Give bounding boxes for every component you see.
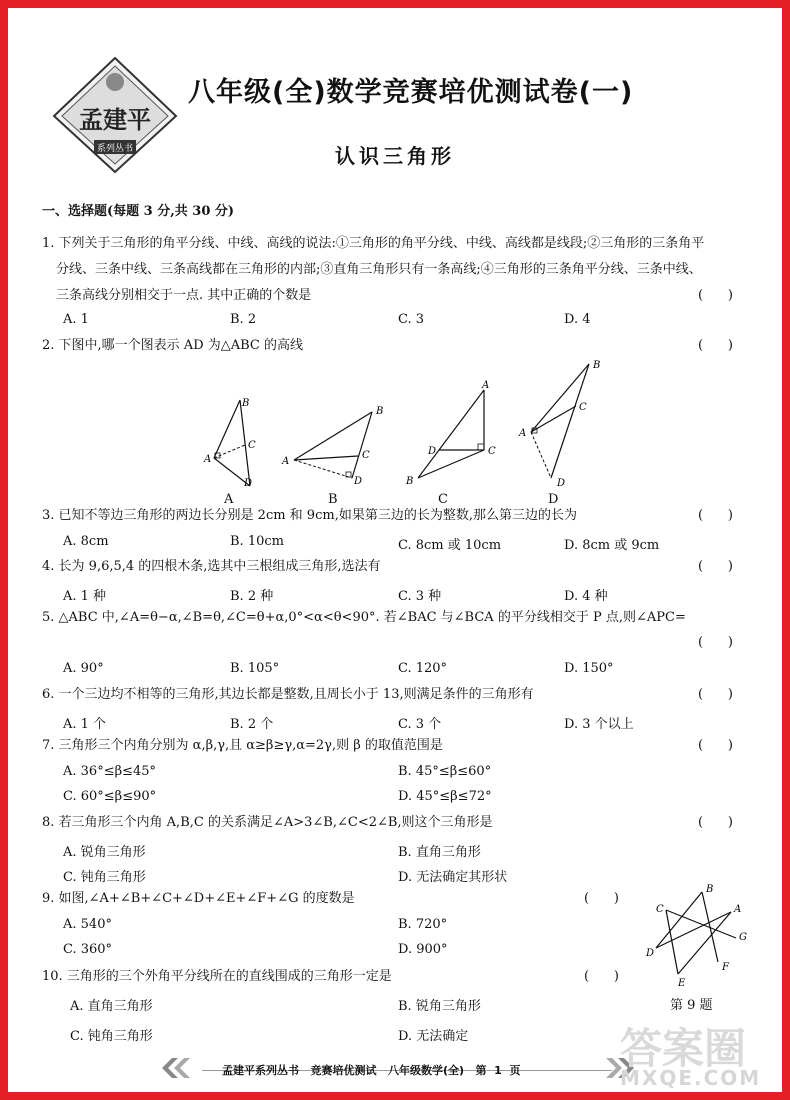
q5-option-c[interactable]: C. 120° (398, 661, 448, 676)
q3-option-d[interactable]: D. 8cm 或 9cm (564, 538, 660, 553)
q7-option-a[interactable]: A. 36°≤β≤45° (63, 764, 157, 779)
q1-option-d[interactable]: D. 4 (564, 312, 591, 327)
q1-option-a[interactable]: A. 1 (63, 312, 89, 327)
q8-option-c[interactable]: C. 钝角三角形 (63, 870, 146, 885)
q7-option-b[interactable]: B. 45°≤β≤60° (398, 764, 492, 779)
q7-option-c[interactable]: C. 60°≤β≤90° (63, 789, 157, 804)
q9-label-b: B (706, 884, 714, 895)
q9-label-g: G (739, 932, 747, 943)
q9-figure-caption: 第 9 题 (670, 998, 713, 1013)
q6-text: 6. 一个三边均不相等的三角形,其边长都是整数,且周长小于 13,则满足条件的三角形有 (42, 687, 534, 702)
watermark-url: MXQE.COM (620, 1066, 762, 1090)
q8-option-b[interactable]: B. 直角三角形 (398, 845, 481, 860)
q2-caption-b: B (328, 492, 338, 507)
footer-text: 孟建平系列丛书 竞赛培优测试 八年级数学(全) 第 1 页 (222, 1064, 521, 1077)
q3-option-c[interactable]: C. 8cm 或 10cm (398, 538, 502, 553)
q9-label-f: F (722, 962, 729, 973)
q3-option-a[interactable]: A. 8cm (63, 534, 109, 549)
chevron-left-icon (158, 1056, 198, 1080)
q6-answer-blank[interactable]: ( ) (698, 687, 733, 702)
q9-option-d[interactable]: D. 900° (398, 942, 448, 957)
q2-figure-b (276, 398, 396, 488)
q2b-label-a: A (282, 456, 290, 467)
q5-option-d[interactable]: D. 150° (564, 661, 614, 676)
logo-emblem-icon (106, 73, 124, 91)
exam-page (8, 8, 782, 1092)
q9-option-c[interactable]: C. 360° (63, 942, 113, 957)
q9-label-e: E (678, 978, 686, 989)
q9-label-a: A (734, 904, 742, 915)
q2a-label-c: C (248, 440, 256, 451)
q8-answer-blank[interactable]: ( ) (698, 815, 733, 830)
q7-option-d[interactable]: D. 45°≤β≤72° (398, 789, 492, 804)
q10-text: 10. 三角形的三个外角平分线所在的直线围成的三角形一定是 (42, 969, 392, 984)
q9-text: 9. 如图,∠A+∠B+∠C+∠D+∠E+∠F+∠G 的度数是 (42, 891, 355, 906)
q6-option-b[interactable]: B. 2 个 (230, 717, 274, 732)
q2b-label-c: C (362, 450, 370, 461)
q9-label-d: D (646, 948, 655, 959)
q2d-label-a: A (519, 428, 527, 439)
q2-figure-a (188, 386, 273, 496)
q1-option-c[interactable]: C. 3 (398, 312, 425, 327)
q8-text: 8. 若三角形三个内角 A,B,C 的关系满足∠A>3∠B,∠C<2∠B,则这个三角形是 (42, 815, 493, 830)
q2-caption-c: C (438, 492, 448, 507)
q4-answer-blank[interactable]: ( ) (698, 559, 733, 574)
q2c-label-d: D (428, 446, 437, 457)
q2-figure-c (398, 378, 508, 490)
q5-option-a[interactable]: A. 90° (63, 661, 104, 676)
q4-option-d[interactable]: D. 4 种 (564, 589, 608, 604)
logo-series: 系列丛书 (96, 144, 134, 154)
q2c-label-c: C (488, 446, 496, 457)
q2c-label-b: B (406, 476, 414, 487)
watermark: 答案圈 (620, 1024, 747, 1073)
q2a-label-b: B (242, 398, 250, 409)
q2-text: 2. 下图中,哪一个图表示 AD 为△ABC 的高线 (42, 338, 304, 353)
q9-answer-blank[interactable]: ( ) (584, 891, 619, 906)
q6-option-a[interactable]: A. 1 个 (63, 717, 107, 732)
q2b-label-d: D (354, 476, 363, 487)
q5-option-b[interactable]: B. 105° (230, 661, 280, 676)
q10-answer-blank[interactable]: ( ) (584, 969, 619, 984)
q1-line1: 1. 下列关于三角形的角平分线、中线、高线的说法:①三角形的角平分线、中线、高线都是线段;②三角形的三条角平 (42, 236, 705, 251)
q10-option-d[interactable]: D. 无法确定 (398, 1029, 469, 1044)
q4-option-b[interactable]: B. 2 种 (230, 589, 274, 604)
q4-option-c[interactable]: C. 3 种 (398, 589, 442, 604)
q5-answer-blank[interactable]: ( ) (698, 635, 733, 650)
logo-brand: 孟建平 (79, 105, 151, 134)
page-title: 八年级(全)数学竞赛培优测试卷(一) (188, 77, 634, 108)
page-subtitle: 认识三角形 (335, 144, 455, 168)
q10-option-a[interactable]: A. 直角三角形 (70, 999, 153, 1014)
q2d-label-b: B (593, 360, 601, 371)
q1-line3: 三条高线分别相交于一点. 其中正确的个数是 (56, 288, 312, 303)
q2a-label-d: D (244, 478, 253, 489)
q3-text: 3. 已知不等边三角形的两边长分别是 2cm 和 9cm,如果第三边的长为整数,那么第三边的长为 (42, 508, 577, 523)
q2-answer-blank[interactable]: ( ) (698, 338, 733, 353)
q2d-label-d: D (557, 478, 566, 489)
q10-option-c[interactable]: C. 钝角三角形 (70, 1029, 153, 1044)
q9-figure (638, 882, 750, 992)
q1-option-b[interactable]: B. 2 (230, 312, 257, 327)
q2b-label-b: B (376, 406, 384, 417)
q2d-label-c: C (579, 402, 587, 413)
q2c-label-a: A (482, 380, 490, 391)
q10-option-b[interactable]: B. 锐角三角形 (398, 999, 481, 1014)
q3-answer-blank[interactable]: ( ) (698, 508, 733, 523)
q9-option-b[interactable]: B. 720° (398, 917, 448, 932)
q6-option-d[interactable]: D. 3 个以上 (564, 717, 634, 732)
q5-text: 5. △ABC 中,∠A=θ−α,∠B=θ,∠C=θ+α,0°<α<θ<90°. 若∠BAC 与∠BCA 的平分线相交于 P 点,则∠APC= (42, 610, 686, 625)
q1-answer-blank[interactable]: ( ) (698, 288, 733, 303)
q7-text: 7. 三角形三个内角分别为 α,β,γ,且 α≥β≥γ,α=2γ,则 β 的取值范围是 (42, 738, 443, 753)
q9-label-c: C (656, 904, 664, 915)
q2-caption-d: D (548, 492, 559, 507)
q2a-label-a: A (204, 454, 212, 465)
q6-option-c[interactable]: C. 3 个 (398, 717, 442, 732)
q2-figure-d (513, 354, 608, 490)
section-heading: 一、选择题(每题 3 分,共 30 分) (42, 204, 235, 219)
q7-answer-blank[interactable]: ( ) (698, 738, 733, 753)
q4-text: 4. 长为 9,6,5,4 的四根木条,选其中三根组成三角形,选法有 (42, 559, 381, 574)
q8-option-a[interactable]: A. 锐角三角形 (63, 845, 146, 860)
q9-option-a[interactable]: A. 540° (63, 917, 112, 932)
q2-caption-a: A (224, 492, 234, 507)
q3-option-b[interactable]: B. 10cm (230, 534, 284, 549)
q1-line2: 分线、三条中线、三条高线都在三角形的内部;③直角三角形只有一条高线;④三角形的三条角平分线、三条中线、 (56, 262, 702, 277)
q4-option-a[interactable]: A. 1 种 (63, 589, 107, 604)
q8-option-d[interactable]: D. 无法确定其形状 (398, 870, 508, 885)
